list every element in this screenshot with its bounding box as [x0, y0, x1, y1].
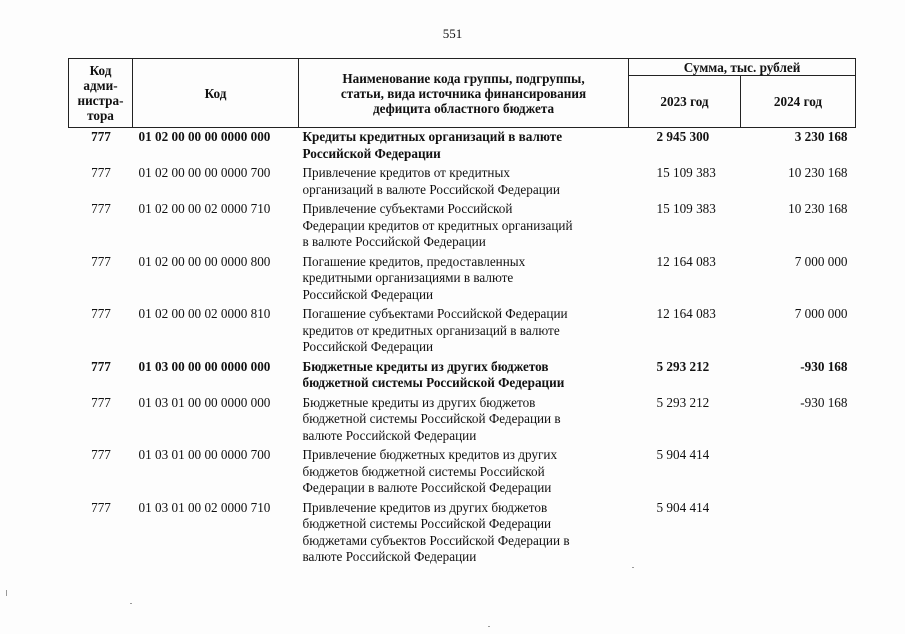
table-row [69, 359, 856, 395]
admin-code-cell: 777 [91, 394, 111, 410]
amount-2023-cell: 2 945 300 [656, 129, 710, 144]
table-row [69, 500, 856, 569]
name-line: Федерации кредитов от кредитных организаций [302, 217, 573, 233]
table-row [69, 395, 856, 448]
name-line: Российской Федерации [302, 286, 434, 302]
name-cell [299, 447, 629, 500]
table-row [69, 201, 856, 254]
amount-2024-cell [741, 500, 856, 569]
name-cell [299, 359, 629, 395]
amount-2023-cell: 15 109 383 [656, 165, 716, 180]
amount-2024-cell: -930 168 [800, 394, 848, 410]
code-cell: 01 02 00 00 00 0000 000 [138, 129, 271, 144]
amount-2024-cell: 10 230 168 [788, 165, 848, 180]
name-line: Привлечение кредитов от кредитных [302, 165, 510, 180]
code-cell: 01 02 00 00 02 0000 810 [138, 306, 271, 321]
name-line: Федерации в валюте Российской Федерации [302, 480, 552, 495]
name-cell [299, 254, 629, 307]
code-cell: 01 03 01 00 02 0000 710 [138, 499, 271, 515]
name-cell [299, 201, 629, 254]
name-cell [299, 395, 629, 448]
table-row [69, 165, 856, 201]
amount-2023-cell: 12 164 083 [656, 253, 716, 269]
amount-2023-cell: 5 904 414 [656, 447, 710, 462]
amount-2023-cell: 5 293 212 [656, 394, 710, 410]
header-year-2024: 2024 год [741, 76, 856, 128]
admin-code-cell: 777 [91, 165, 111, 180]
name-line: бюджетной системы Российской Федерации [302, 516, 552, 531]
code-cell: 01 02 00 00 00 0000 800 [138, 253, 271, 269]
code-cell: 01 03 00 00 00 0000 000 [138, 358, 271, 374]
name-line: Погашение субъектами Российской Федерации [302, 306, 568, 321]
header-code: Код [133, 59, 299, 128]
name-line: Бюджетные кредиты из других бюджетов [302, 394, 536, 410]
name-line: кредитов от кредитных организаций в валюте [302, 322, 560, 338]
table-body [69, 128, 856, 569]
code-cell: 01 02 00 00 00 0000 700 [138, 165, 271, 180]
table-row [69, 306, 856, 359]
code-cell: 01 02 00 00 02 0000 710 [138, 201, 271, 216]
header-admin-code: Код адми- нистра- тора [69, 59, 133, 128]
amount-2024-cell: -930 168 [800, 358, 848, 374]
header-year-2023: 2023 год [629, 76, 741, 128]
amount-2023-cell: 5 904 414 [656, 499, 710, 515]
header-sum: Сумма, тыс. рублей [629, 59, 856, 76]
admin-code-cell: 777 [91, 358, 111, 374]
code-cell: 01 03 01 00 00 0000 700 [138, 447, 271, 462]
name-line: валюте Российской Федерации [302, 549, 477, 564]
name-cell [299, 165, 629, 201]
admin-code-cell: 777 [91, 447, 111, 462]
name-line: Российской Федерации [302, 145, 441, 161]
name-cell [299, 500, 629, 569]
amount-2024-cell: 10 230 168 [788, 201, 848, 216]
name-line: организаций в валюте Российской Федерации [302, 181, 560, 197]
name-line: бюджетами субъектов Российской Федерации в [302, 532, 570, 548]
name-cell [299, 306, 629, 359]
name-line: Кредиты кредитных организаций в валюте [302, 129, 563, 144]
name-cell [299, 128, 629, 166]
name-line: бюджетной системы Российской Федерации в [302, 411, 561, 426]
name-line: Привлечение кредитов из других бюджетов [302, 499, 548, 515]
admin-code-cell: 777 [91, 499, 111, 515]
amount-2023-cell: 15 109 383 [656, 201, 716, 216]
name-line: Бюджетные кредиты из других бюджетов [302, 358, 549, 374]
amount-2024-cell [741, 447, 856, 500]
table-row [69, 447, 856, 500]
name-line: Привлечение субъектами Российской [302, 201, 513, 216]
name-line: бюджетной системы Российской Федерации [302, 375, 565, 390]
name-line: кредитными организациями в валюте [302, 270, 514, 285]
amount-2024-cell: 7 000 000 [794, 253, 848, 269]
admin-code-cell: 777 [91, 201, 111, 216]
financing-table [68, 58, 856, 569]
name-line: бюджетов бюджетной системы Российской [302, 463, 545, 479]
amount-2024-cell: 7 000 000 [794, 306, 848, 321]
admin-code-cell: 777 [91, 306, 111, 321]
page-number: 551 [442, 26, 463, 41]
code-cell: 01 03 01 00 00 0000 000 [138, 394, 271, 410]
admin-code-cell: 777 [91, 129, 111, 144]
admin-code-cell: 777 [91, 253, 111, 269]
amount-2024-cell: 3 230 168 [794, 129, 848, 144]
name-line: в валюте Российской Федерации [302, 234, 486, 249]
name-line: Российской Федерации [302, 339, 434, 354]
name-line: Привлечение бюджетных кредитов из других [302, 447, 558, 462]
header-name: Наименование кода группы, подгруппы, статьи, вида источника финансирования дефицита областного бюджета [299, 59, 629, 128]
name-line: валюте Российской Федерации [302, 427, 477, 443]
table-row [69, 254, 856, 307]
name-line: Погашение кредитов, предоставленных [302, 253, 526, 269]
table-row [69, 128, 856, 166]
amount-2023-cell: 5 293 212 [656, 358, 710, 374]
amount-2023-cell: 12 164 083 [656, 306, 716, 321]
table-header [69, 59, 856, 128]
